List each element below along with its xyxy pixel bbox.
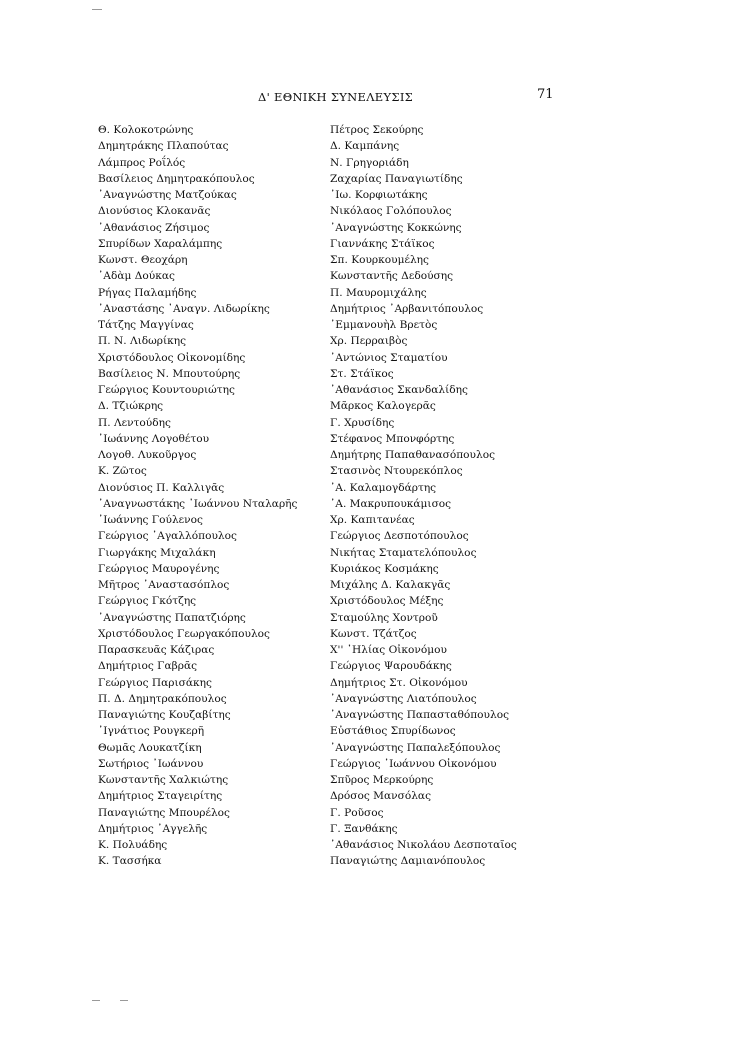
signatory-name: ᾿Αναστάσης ᾿Αναγν. Λιδωρίκης — [98, 302, 270, 315]
signatory-name: Γ. Χρυσίδης — [330, 416, 395, 429]
signatory-name: Δημήτριος Γαβρᾶς — [98, 660, 198, 673]
signatory-name: Διονύσιος Κλοκανᾶς — [98, 205, 211, 218]
signatory-name: ᾿Αναγνώστης Ματζούκας — [98, 189, 237, 201]
signatory-name: ᾿Αναγνώστης Παπαλεξόπουλος — [330, 741, 501, 754]
signatory-name: ᾿Α. Μακρυπουκάμισος — [330, 497, 452, 510]
signatory-name: Σπ. Κουρκουμέλης — [330, 254, 429, 266]
signatory-name: Λάμπρος Ροΐλός — [98, 156, 186, 169]
signatory-name: Γιαννάκης Στάϊκος — [330, 237, 435, 250]
signatory-name: Δημητράκης Πλαπούτας — [98, 140, 229, 153]
signatory-name: Χριστόδουλος Οἰκονομίδης — [98, 351, 246, 364]
signatory-name: ᾿Ιωάννης Λογοθέτου — [98, 432, 210, 445]
signatory-name: Γεώργιος Κουντουριώτης — [98, 384, 235, 396]
signatory-name: Χ'' ᾿Ηλίας Οἰκονόμου — [330, 644, 447, 656]
signatory-name: Γεώργιος ᾿Ιωάννου Οἰκονόμου — [330, 757, 497, 770]
signatory-name: ᾿Αναγνώστης Παπατζιόρης — [98, 611, 246, 624]
signatory-name: Π. Δ. Δημητρακόπουλος — [98, 692, 227, 705]
signatory-name: Δημήτρης Παπαθανασόπουλος — [330, 449, 496, 461]
signatory-name: ᾿Αναγνώστης Παπασταθόπουλος — [330, 709, 510, 721]
signatory-name: Σπῦρος Μερκούρης — [330, 774, 434, 786]
page-number: 71 — [537, 87, 554, 102]
signatory-name: Κυριάκος Κοσμάκης — [330, 562, 439, 575]
signatory-name: Μιχάλης Δ. Καλακγᾶς — [330, 579, 451, 591]
signatory-name: Γεώργιος Γκότζης — [98, 595, 197, 608]
signatory-name: Λογοθ. Λυκοῦργος — [98, 449, 197, 461]
signatory-name: ᾿Αντώνιος Σταματίου — [330, 351, 448, 364]
signatory-name: Γ. Ροῦσος — [330, 806, 384, 819]
signatory-name: ᾿Αναγνώστης Λιατόπουλος — [330, 692, 477, 705]
signatory-name: Κωνσταντῆς Δεδούσης — [330, 270, 454, 283]
signatory-name: Μᾶρκος Καλογερᾶς — [330, 400, 436, 413]
signatory-name: ᾿Αναγνώστης Κοκκώνης — [330, 221, 462, 234]
signatory-name: Κωνστ. Θεοχάρη — [98, 254, 188, 266]
signatory-name: Βασίλειος Δημητρακόπουλος — [98, 172, 255, 185]
signatory-name: Κ. Ζῶτος — [98, 465, 147, 478]
signatory-name: Τάτζης Μαγγίνας — [98, 319, 194, 331]
signatory-name: Π. Μαυρομιχάλης — [330, 286, 427, 299]
signatory-name: ᾿Α. Καλαμογδάρτης — [330, 481, 437, 494]
signatory-name: Δημήτριος ᾿Αγγελῆς — [98, 822, 208, 835]
signatory-name: Σταμούλης Χοντροῦ — [330, 611, 438, 624]
signatories-right-column — [330, 122, 517, 870]
signatory-name: Κ. Τασσήκα — [98, 855, 162, 868]
signatory-name: Χριστόδουλος Μέξης — [330, 595, 444, 608]
signatory-name: ᾿Ιω. Κορφιωτάκης — [330, 189, 428, 201]
signatory-name: Μῆτρος ᾿Αναστασόπλος — [98, 579, 230, 591]
signatory-name: Θ. Κολοκοτρώνης — [98, 124, 194, 136]
signatory-name: Γεώργιος Παρισάκης — [98, 676, 212, 689]
signatory-name: Εὐστάθιος Σπυρίδωνος — [330, 725, 456, 738]
signatory-name: Παναγιώτης Δαμιανόπουλος — [330, 855, 486, 868]
signatory-name: Στασινὸς Ντουρεκόπλος — [330, 465, 463, 478]
signatory-name: Θωμᾶς Λουκατζίκη — [98, 741, 202, 754]
signatory-name: ᾿Αθανάσιος Σκανδαλίδης — [330, 384, 468, 396]
signatory-name: ᾿Αθανάσιος Νικολάου Δεσποταῖος — [330, 839, 517, 851]
signatory-name: Παρασκευᾶς Κάζιρας — [98, 644, 215, 656]
signatory-name: Ρήγας Παλαμήδης — [98, 286, 197, 299]
signatory-name: Δημήτριος Σταγειρίτης — [98, 790, 223, 803]
signatory-name: Βασίλειος Ν. Μπουτούρης — [98, 367, 241, 380]
signatory-name: Στέφανος Μπονφόρτης — [330, 432, 455, 445]
signatory-name: ᾿Αδὰμ Δούκας — [98, 270, 175, 283]
signatory-name: Διονύσιος Π. Καλλιγᾶς — [98, 481, 225, 494]
signatory-name: Παναγιώτης Κουζαβίτης — [98, 709, 231, 721]
signatory-name: Δ. Καμπάνης — [330, 140, 400, 153]
signatory-name: Π. Λεντούδης — [98, 416, 171, 429]
signatory-name: Ν. Γρηγοριάδη — [330, 156, 409, 169]
signatory-name: Ζαχαρίας Παναγιωτίδης — [330, 172, 463, 185]
signatory-name: ᾿Αθανάσιος Ζήσιμος — [98, 221, 210, 234]
signatory-name: Νικήτας Σταματελόπουλος — [330, 546, 477, 559]
signatory-name: Παναγιώτης Μπουρέλος — [98, 806, 230, 819]
signatory-name: Στ. Στάϊκος — [330, 367, 394, 380]
signatory-name: ᾿Αναγνωστάκης ᾿Ιωάννου Νταλαρῆς — [98, 497, 298, 510]
signatories-left-column — [98, 122, 297, 870]
signatory-name: ᾿Ιγνάτιος Ρουγκερῆ — [98, 725, 205, 738]
signatory-name: Δημήτριος Στ. Οἰκονόμου — [330, 676, 468, 689]
signatory-name: Π. Ν. Λιδωρίκης — [98, 335, 187, 348]
signatory-name: Κωνσταντῆς Χαλκιώτης — [98, 774, 229, 786]
signatory-name: Νικόλαος Γολόπουλος — [330, 205, 452, 218]
signatory-name: Γεώργιος ᾿Αγαλλόπουλος — [98, 530, 237, 543]
signatory-name: Γεώργιος Ψαρουδάκης — [330, 660, 452, 673]
signatory-name: ᾿Εμμανουὴλ Βρετὸς — [330, 319, 438, 331]
signatory-name: Γιωργάκης Μιχαλάκη — [98, 546, 216, 559]
signatory-name: ᾿Ιωάννης Γούλενος — [98, 514, 203, 526]
scan-mark-bottom-left — [92, 1000, 100, 1001]
signatory-name: Σωτήριος ᾿Ιωάννου — [98, 757, 204, 770]
signatory-name: Γεώργιος Μαυρογένης — [98, 562, 220, 575]
signatory-name: Χρ. Περραιβὸς — [330, 335, 408, 348]
signatory-name: Κωνστ. Τζάτζος — [330, 627, 417, 640]
section-title: Δ' ΕΘΝΙΚΗ ΣΥΝΕΛΕΥΣΙΣ — [258, 90, 414, 104]
signatory-name: Κ. Πολυάδης — [98, 839, 168, 851]
signatory-name: Γεώργιος Δεσποτόπουλος — [330, 530, 469, 543]
scan-mark-top — [92, 9, 102, 10]
signatory-name: Σπυρίδων Χαραλάμπης — [98, 237, 223, 250]
signatory-name: Δρόσος Μανσόλας — [330, 790, 432, 803]
signatory-name: Γ. Ξανθάκης — [330, 822, 398, 835]
signatory-name: Χριστόδουλος Γεωργακόπουλος — [98, 627, 270, 640]
signatory-name: Πέτρος Σεκούρης — [330, 124, 424, 136]
signatory-name: Δ. Τζιώκρης — [98, 400, 164, 413]
signatory-name: Δημήτριος ᾿Αρβανιτόπουλος — [330, 302, 484, 315]
scan-mark-bottom-center — [120, 1000, 128, 1001]
signatory-name: Χρ. Καπιτανέας — [330, 514, 415, 526]
